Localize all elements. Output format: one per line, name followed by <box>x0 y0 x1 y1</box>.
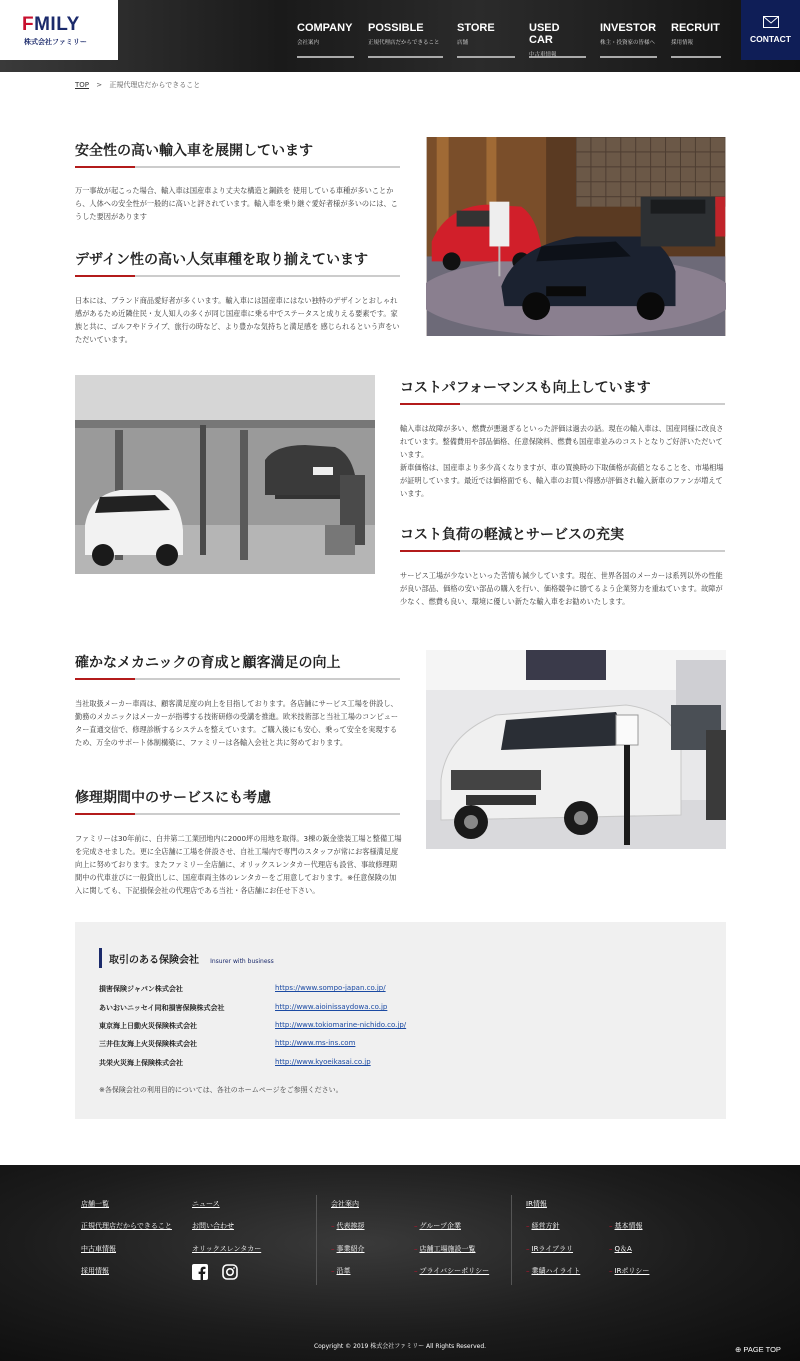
breadcrumb <box>75 80 200 90</box>
section-text-cost-performance <box>400 422 728 500</box>
section-divider <box>400 403 725 405</box>
nav-recruit[interactable]: RECRUIT 採用情報 <box>671 22 721 58</box>
breadcrumb-separator: > <box>96 81 103 89</box>
page-top-label: PAGE TOP <box>743 1345 781 1354</box>
logo-subtitle: 株式会社ファミリー <box>24 38 87 46</box>
section-text-cost-reduction: サービス工場が少ないといった苦情も減少しています。現在、世界各国のメーカーは系列以外の性能が良い部品、価格の安い部品の購入を行い、価格競争に勝てるよう企業努力を重ねています。故障が少なく、燃費も良い、環境に優しい新たな輸入車をお勧めいたします。 <box>400 571 723 606</box>
insurer-link[interactable]: http://www.ms-ins.com <box>275 1039 356 1047</box>
footer-link-news[interactable]: ニュース <box>192 1200 220 1208</box>
section-text-safety: 万一事故が起こった場合、輸入車は国産車より丈夫な構造と鋼鉄を 使用している車種が多いことから、人体への安全性が一般的に高いと評されています。輸入車を乗り継ぐ愛好者様が多いのには、こうした要因があります <box>75 186 398 221</box>
footer-link-orix[interactable]: オリックスレンタカー <box>192 1245 262 1253</box>
footer-link-policy[interactable]: – 経営方針 <box>526 1221 560 1231</box>
section-text-repair-service: ファミリーは30年前に、白井第二工業団地内に2000坪の用地を取得。3棟の鈑金塗装工場と整備工場を完成させました。更に全店舗に工場を併設させ、自社工場内で専門のスタッフが常にお客様満足度向上に努めております。またファミリー全店舗に、オリックスレンタカー代理店も設営、事故修理期間中の代車並びに一般貸出しに、国産車両主体のレンタカーをご用意しております。※任意保険の加入に関しても、下記損保会社の代理店である当社・各店舗にお任せ下さい。 <box>75 834 402 895</box>
site-header <box>0 0 800 72</box>
mail-icon <box>763 16 779 28</box>
insurance-row <box>99 1021 406 1031</box>
section-title-mechanic: 確かなメカニックの育成と顧客満足の向上 <box>75 655 341 671</box>
footer-divider <box>316 1195 317 1285</box>
insurer-link[interactable]: http://www.aioinissaydowa.co.jp <box>275 1003 388 1011</box>
arrow-up-icon: ⊕ <box>735 1345 742 1354</box>
footer-link-business[interactable]: – 事業紹介 <box>331 1244 365 1254</box>
section-divider <box>400 550 725 552</box>
section-title-repair-service: 修理期間中のサービスにも考慮 <box>75 790 271 806</box>
site-footer <box>0 1165 800 1361</box>
footer-link-facilities[interactable]: – 店舗工場施設一覧 <box>414 1244 476 1254</box>
footer-link-possible[interactable]: 正規代理店だからできること <box>81 1222 172 1230</box>
workshop-photo <box>75 375 375 574</box>
footer-link-highlights[interactable]: – 業績ハイライト <box>526 1266 580 1276</box>
facebook-icon[interactable] <box>192 1264 208 1280</box>
section-divider <box>75 813 400 815</box>
footer-link-privacy[interactable]: – プライバシーポリシー <box>414 1266 489 1276</box>
footer-link-ir[interactable]: IR情報 <box>526 1200 547 1208</box>
logo-wordmark: FMILY <box>22 14 80 35</box>
section-divider <box>75 166 400 168</box>
footer-link-contact[interactable]: お問い合わせ <box>192 1222 234 1230</box>
insurer-name: 東京海上日動火災保険株式会社 <box>99 1022 197 1030</box>
copyright: Copyright © 2019 株式会社ファミリー All Rights Reserved. <box>313 1343 487 1350</box>
suv-showroom-photo <box>426 650 726 849</box>
footer-link-company[interactable]: 会社案内 <box>331 1200 359 1208</box>
footer-divider <box>511 1195 512 1285</box>
footer-link-recruit[interactable]: 採用情報 <box>81 1267 109 1275</box>
insurance-heading <box>99 948 274 968</box>
nav-possible[interactable]: POSSIBLE 正規代理店だからできること <box>368 22 443 58</box>
insurance-row <box>99 1058 371 1068</box>
footer-link-group[interactable]: – グループ企業 <box>414 1221 461 1231</box>
main-nav <box>297 22 735 58</box>
page-top-button[interactable] <box>735 1345 781 1354</box>
section-divider <box>75 678 400 680</box>
footer-link-ir-library[interactable]: – IRライブラリ <box>526 1244 573 1254</box>
insurer-name: 損害保険ジャパン株式会社 <box>99 985 183 993</box>
footer-link-used-car[interactable]: 中古車情報 <box>81 1245 116 1253</box>
footer-link-stores[interactable]: 店舗一覧 <box>81 1200 109 1208</box>
insurance-subtitle: Insurer with business <box>210 958 274 965</box>
section-title-design: デザイン性の高い人気車種を取り揃えています <box>75 252 369 268</box>
section-text-mechanic: 当社取扱メーカー車両は、顧客満足度の向上を目指しております。各店舗にサービス工場を併設し、勤務のメカニックはメーカーが指導する技術研修の受講を推進。欧米技術部と当社工場のコンピューター直通交信で、修理診断するシステムを整えています。ご購入後にも安心、乗って安全を実現するため、万全のサポート体制構築に、ファミリーは各輸入会社と共に努めております。 <box>75 699 399 747</box>
insurer-name: あいおいニッセイ同和損害保険株式会社 <box>99 1004 225 1012</box>
insurer-link[interactable]: http://www.tokiomarine-nichido.co.jp/ <box>275 1021 407 1029</box>
insurance-row <box>99 1039 355 1049</box>
insurer-name: 共栄火災海上保険株式会社 <box>99 1059 183 1067</box>
insurance-title: 取引のある保険会社 <box>109 955 199 966</box>
insurance-row <box>99 1003 387 1013</box>
nav-store[interactable]: STORE 店舗 <box>457 22 515 58</box>
contact-button[interactable] <box>741 0 800 60</box>
paragraph-line: 輸入車は故障が多い、燃費が悪過ぎるといった評価は過去の話。現在の輸入車は、国産同様に改良されています。整備費用や部品価格、任意保険料、燃費も国産車並みのコストとなりご好評いただいています。 新車価格は、国産車より多少高くなりますが、車の買換時の下取価格が高値となることを、市場相場が証明しています。最近では価格面でも、輸入車のお買い得感が評価され輸入新車のファンが増えています。 <box>400 424 724 498</box>
insurance-panel <box>75 922 726 1119</box>
breadcrumb-current: 正規代理店だからできること <box>109 81 201 89</box>
insurance-note: ※各保険会社の利用目的については、各社のホームページをご参照ください。 <box>99 1086 343 1094</box>
section-title-safety: 安全性の高い輸入車を展開しています <box>75 143 313 159</box>
section-text-design: 日本には、ブランド商品愛好者が多くいます。輸入車には国産車にはない独特のデザインとおしゃれ感があるため近隣住民・友人知人の多くが同じ国産車に乗る中でステータスと成りえる要素です。家族と共に、ゴルフやドライブ、旅行の時など、より豊かな気持ちと満足感を 感じられるという声をいただいています。 <box>75 296 400 344</box>
section-divider <box>75 275 400 277</box>
section-title-cost-reduction: コスト負荷の軽減とサービスの充実 <box>400 527 624 543</box>
showroom-photo <box>426 137 726 336</box>
instagram-icon[interactable] <box>222 1264 238 1280</box>
footer-link-history[interactable]: – 沿革 <box>331 1266 351 1276</box>
insurer-name: 三井住友海上火災保険株式会社 <box>99 1040 197 1048</box>
section-title-cost-performance: コストパフォーマンスも向上しています <box>400 380 651 396</box>
logo[interactable] <box>0 0 118 60</box>
nav-company[interactable]: COMPANY 会社案内 <box>297 22 354 58</box>
insurance-row <box>99 984 386 994</box>
breadcrumb-home[interactable]: TOP <box>75 81 90 89</box>
footer-link-ir-policy[interactable]: – IRポリシー <box>609 1266 649 1276</box>
footer-link-greeting[interactable]: – 代表挨拶 <box>331 1221 365 1231</box>
insurer-link[interactable]: http://www.kyoeikasai.co.jp <box>275 1058 371 1066</box>
nav-investor[interactable]: INVESTOR 株主・投資家の皆様へ <box>600 22 657 58</box>
nav-used-car[interactable]: USED CAR 中古車情報 <box>529 22 586 58</box>
footer-link-basic-info[interactable]: – 基本情報 <box>609 1221 643 1231</box>
insurer-link[interactable]: https://www.sompo-japan.co.jp/ <box>275 984 386 992</box>
footer-link-qa[interactable]: – Q＆A <box>609 1244 632 1254</box>
contact-label: CONTACT <box>750 34 791 44</box>
